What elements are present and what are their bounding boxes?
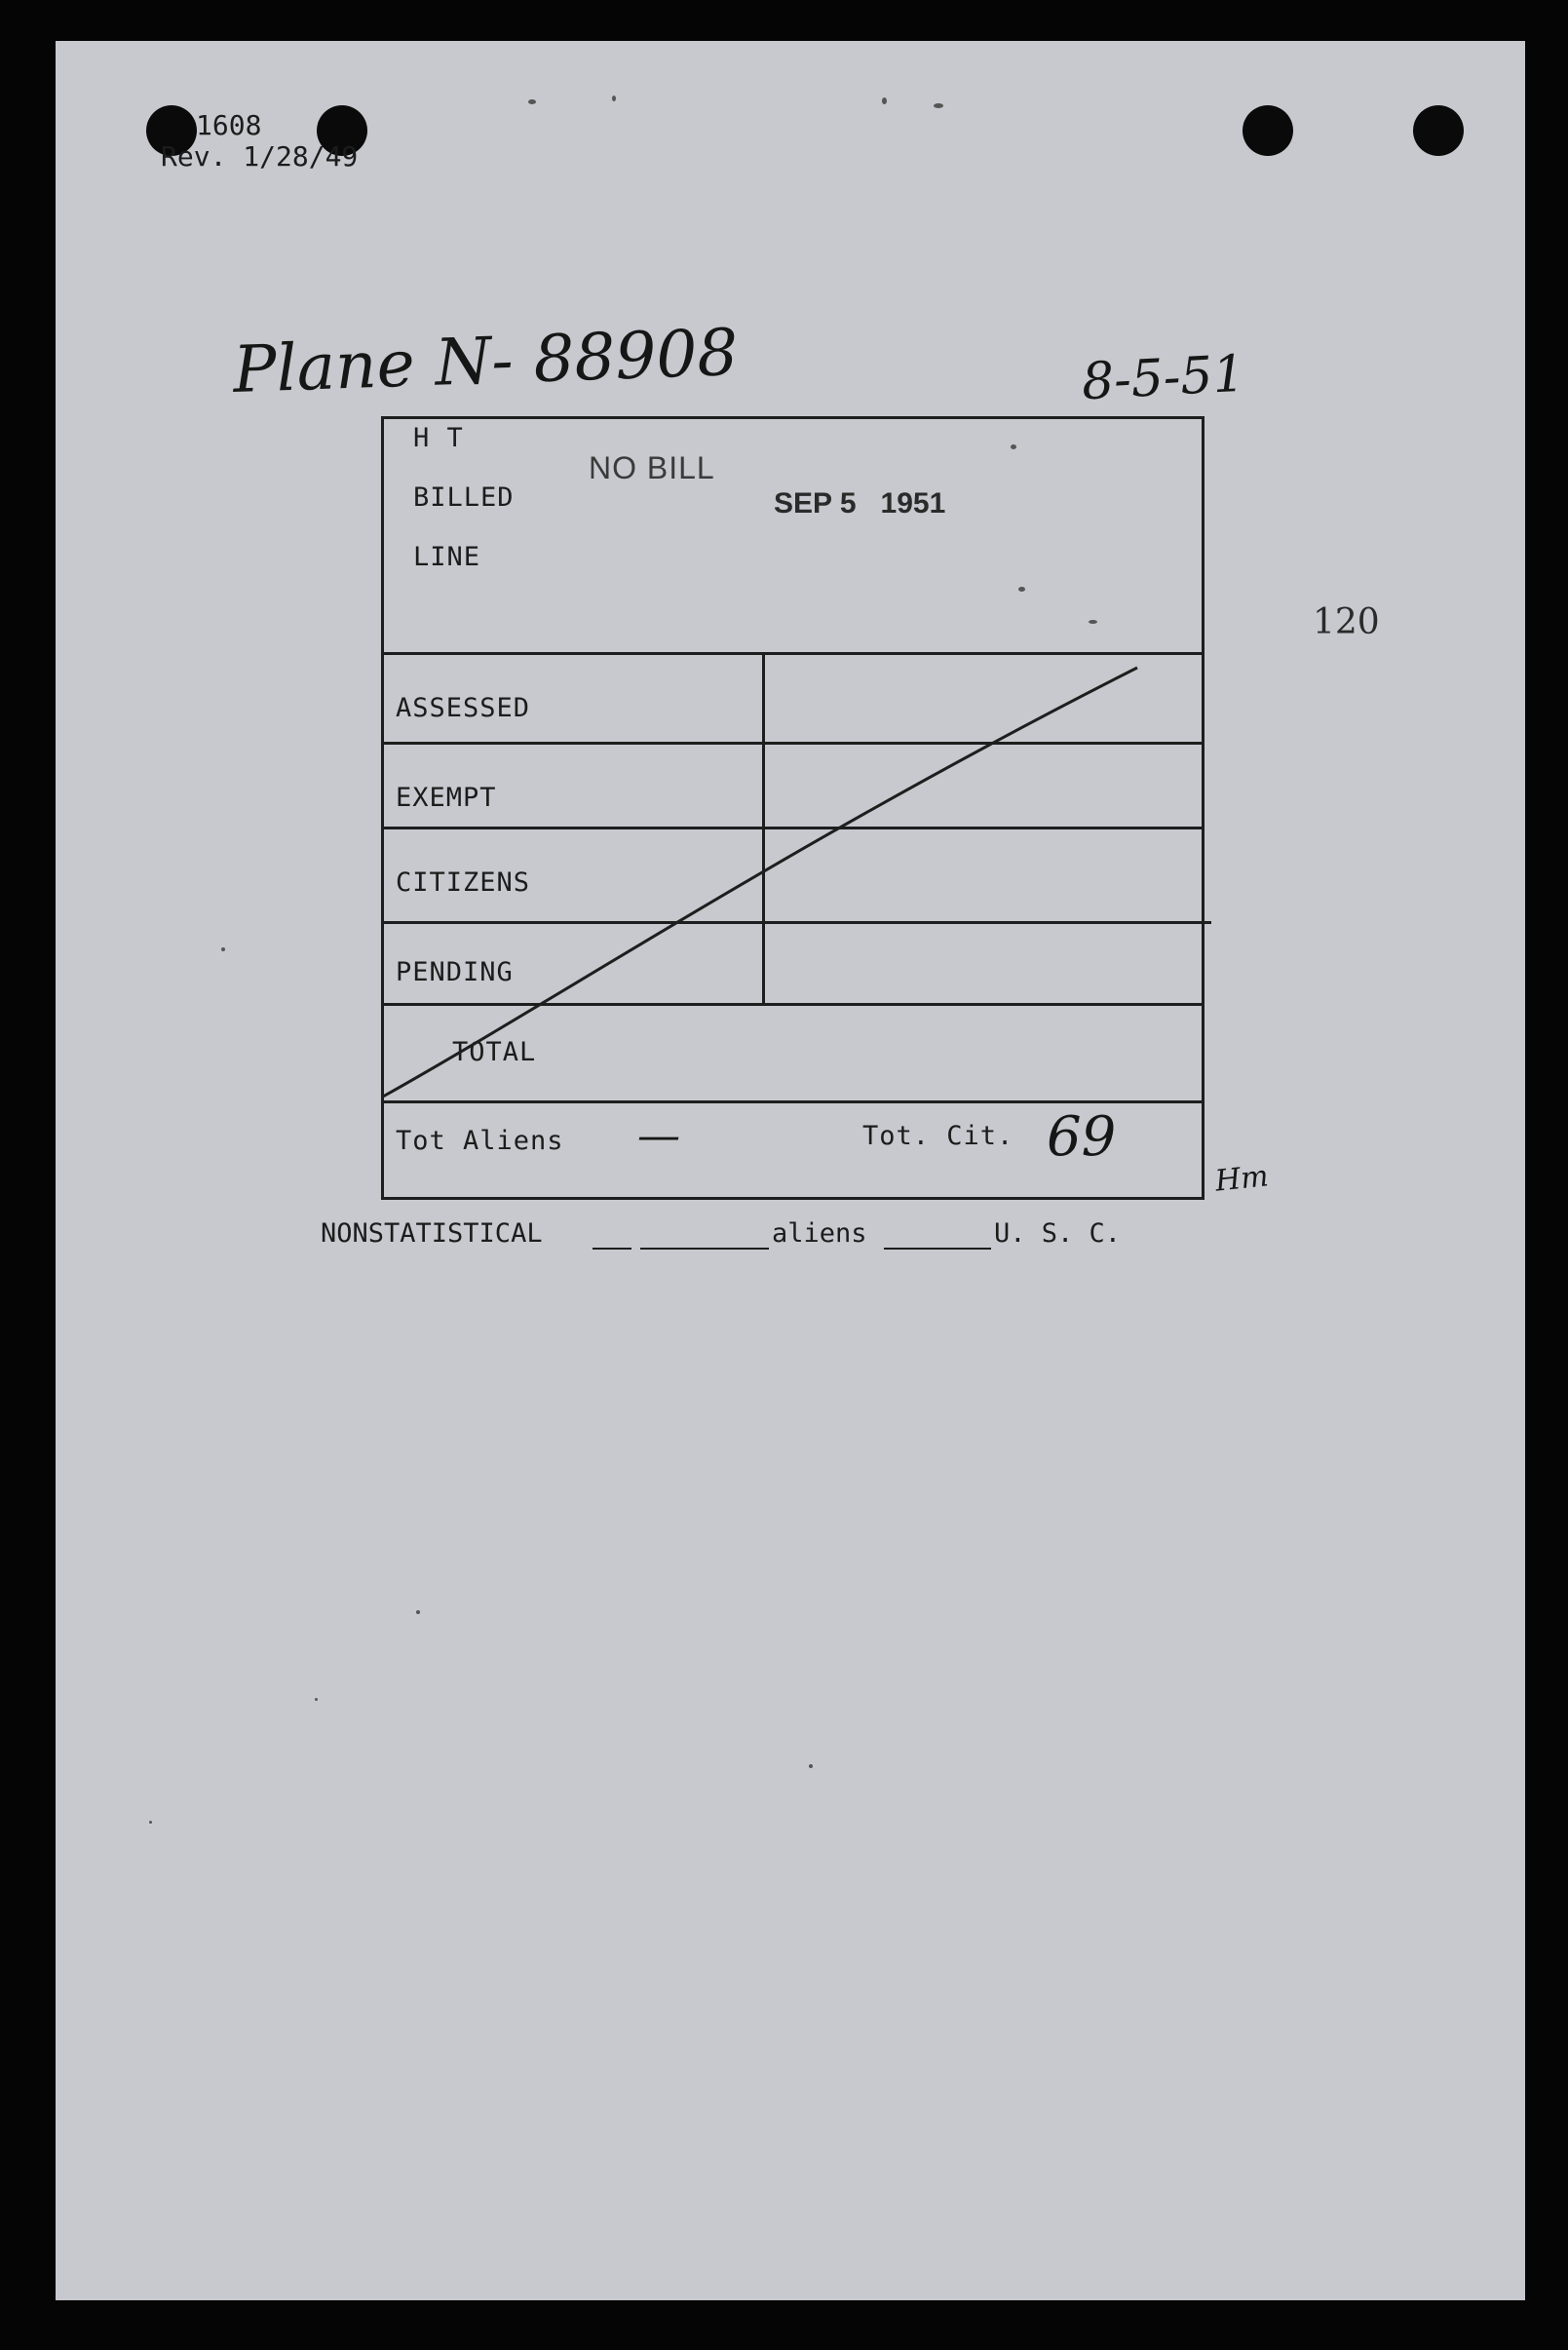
label-tot-aliens: Tot Aliens — [396, 1126, 564, 1156]
ink-speck — [149, 1821, 152, 1824]
ink-speck — [315, 1698, 318, 1701]
blank-line — [593, 1248, 631, 1250]
label-aliens: aliens — [772, 1218, 867, 1249]
form-revision: Rev. 1/28/49 — [161, 140, 359, 173]
plane-number-handwritten: Plane N- 88908 — [231, 314, 740, 408]
label-assessed: ASSESSED — [396, 693, 531, 723]
label-nonstatistical: NONSTATISTICAL — [321, 1218, 543, 1249]
ink-speck — [416, 1610, 420, 1614]
label-exempt: EXEMPT — [396, 783, 497, 813]
blank-line — [640, 1248, 769, 1250]
label-billed: BILLED — [413, 482, 515, 513]
date-stamp: SEP 5 1951 — [774, 487, 946, 520]
label-citizens: CITIZENS — [396, 867, 531, 898]
ink-speck — [809, 1764, 813, 1768]
label-line: LINE — [413, 542, 481, 572]
no-bill-stamp: NO BILL — [589, 450, 715, 485]
diagonal-cancel-line — [56, 41, 1525, 2300]
page-number: 120 — [1313, 602, 1380, 642]
initials-handwritten: Hm — [1213, 1159, 1271, 1199]
date-handwritten: 8-5-51 — [1080, 344, 1246, 412]
tot-aliens-dash: — — [637, 1111, 680, 1161]
document-sheet — [56, 41, 1525, 2300]
label-ht: H T — [413, 423, 464, 453]
label-usc: U. S. C. — [994, 1218, 1122, 1249]
tot-cit-value: 69 — [1047, 1105, 1117, 1169]
label-tot-cit: Tot. Cit. — [862, 1121, 1014, 1151]
label-pending: PENDING — [396, 957, 514, 987]
form-number: 1608 — [196, 109, 262, 141]
ink-speck — [221, 947, 225, 951]
label-total: TOTAL — [452, 1037, 537, 1067]
blank-line — [884, 1248, 991, 1250]
